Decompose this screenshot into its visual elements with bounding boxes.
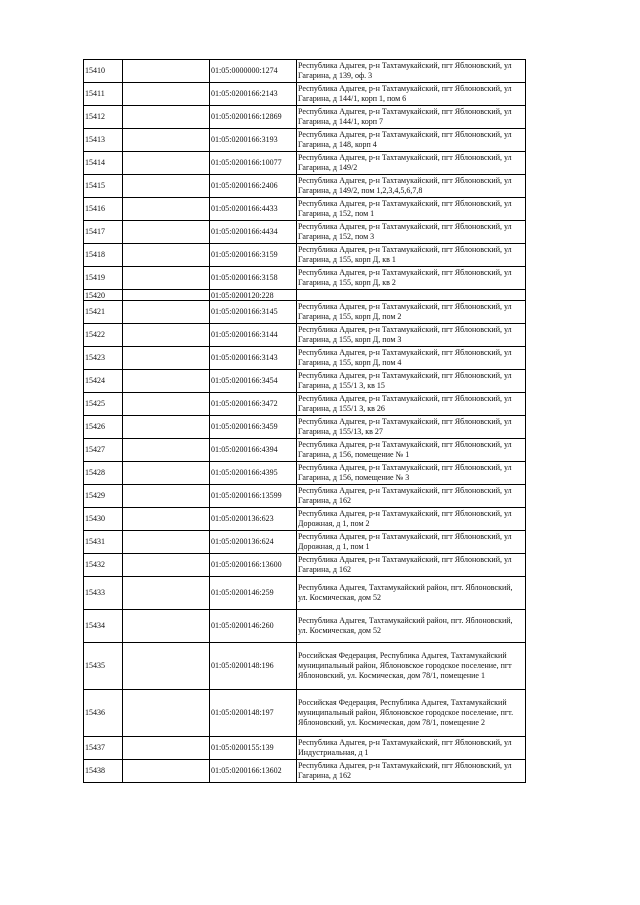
cadastral-number-cell: 01:05:0200148:197	[210, 690, 297, 737]
cadastral-number-cell: 01:05:0200166:3145	[210, 301, 297, 324]
row-number-cell: 15413	[84, 129, 123, 152]
blank-cell	[123, 129, 210, 152]
row-number-cell: 15420	[84, 290, 123, 301]
row-number-cell: 15414	[84, 152, 123, 175]
table-row	[84, 610, 526, 643]
row-number-cell: 15410	[84, 60, 123, 83]
table-row	[84, 83, 526, 106]
cadastral-number-cell: 01:05:0200166:3454	[210, 370, 297, 393]
blank-cell	[123, 301, 210, 324]
row-number-cell: 15425	[84, 393, 123, 416]
row-number-cell: 15422	[84, 324, 123, 347]
address-cell: Республика Адыгея, р-н Тахтамукайский, пгт Яблоновский, ул Гагарина, д 152, пом 1	[297, 198, 526, 221]
blank-cell	[123, 577, 210, 610]
address-cell: Республика Адыгея, р-н Тахтамукайский, пгт Яблоновский, ул Гагарина, д 155/13, кв 27	[297, 416, 526, 439]
blank-cell	[123, 439, 210, 462]
blank-cell	[123, 244, 210, 267]
cadastral-number-cell: 01:05:0200166:4395	[210, 462, 297, 485]
row-number-cell: 15434	[84, 610, 123, 643]
address-cell: Республика Адыгея, р-н Тахтамукайский, пгт Яблоновский, ул Гагарина, д 162	[297, 554, 526, 577]
cadastral-number-cell: 01:05:0200136:624	[210, 531, 297, 554]
table-row	[84, 106, 526, 129]
blank-cell	[123, 198, 210, 221]
blank-cell	[123, 267, 210, 290]
row-number-cell: 15428	[84, 462, 123, 485]
table-row	[84, 531, 526, 554]
blank-cell	[123, 290, 210, 301]
address-cell: Российская Федерация, Республика Адыгея, Тахтамукайский муниципальный район, Яблоновское городское поселение, пгт. Яблоновский, ул. Космическая, дом 78/1, помещение 2	[297, 690, 526, 737]
blank-cell	[123, 152, 210, 175]
address-cell: Республика Адыгея, р-н Тахтамукайский, пгт Яблоновский, ул Гагарина, д 155, корп Д, кв 2	[297, 267, 526, 290]
cadastral-number-cell: 01:05:0200166:3158	[210, 267, 297, 290]
blank-cell	[123, 347, 210, 370]
blank-cell	[123, 175, 210, 198]
address-cell: Республика Адыгея, р-н Тахтамукайский, пгт Яблоновский, ул Гагарина, д 149/2, пом 1,2,3,4,5,6,7,8	[297, 175, 526, 198]
address-cell: Республика Адыгея, р-н Тахтамукайский, пгт Яблоновский, ул Гагарина, д 155, корп Д, кв 1	[297, 244, 526, 267]
table-row	[84, 290, 526, 301]
cadastral-number-cell: 01:05:0200146:259	[210, 577, 297, 610]
cadastral-number-cell: 01:05:0200148:196	[210, 643, 297, 690]
address-cell: Республика Адыгея, р-н Тахтамукайский, пгт Яблоновский, ул Гагарина, д 162	[297, 485, 526, 508]
cadastral-number-cell: 01:05:0200166:3159	[210, 244, 297, 267]
address-cell: Республика Адыгея, р-н Тахтамукайский, пгт Яблоновский, ул Гагарина, д 152, пом 3	[297, 221, 526, 244]
table-row	[84, 221, 526, 244]
registry-table	[83, 59, 526, 783]
address-cell: Республика Адыгея, р-н Тахтамукайский, пгт Яблоновский, ул Гагарина, д 149/2	[297, 152, 526, 175]
blank-cell	[123, 508, 210, 531]
address-cell: Республика Адыгея, р-н Тахтамукайский, пгт Яблоновский, ул Гагарина, д 156, помещение № 3	[297, 462, 526, 485]
blank-cell	[123, 531, 210, 554]
address-cell: Республика Адыгея, р-н Тахтамукайский, пгт Яблоновский, ул Гагарина, д 155/1 З, кв 26	[297, 393, 526, 416]
table-row	[84, 737, 526, 760]
address-cell: Республика Адыгея, р-н Тахтамукайский, пгт Яблоновский, ул Гагарина, д 162	[297, 760, 526, 783]
address-cell: Республика Адыгея, р-н Тахтамукайский, пгт Яблоновский, ул Гагарина, д 155, корп Д, пом 4	[297, 347, 526, 370]
row-number-cell: 15411	[84, 83, 123, 106]
address-cell: Республика Адыгея, р-н Тахтамукайский, пгт Яблоновский, ул Гагарина, д 155, корп Д, пом 2	[297, 301, 526, 324]
blank-cell	[123, 416, 210, 439]
cadastral-number-cell: 01:05:0200166:13602	[210, 760, 297, 783]
table-row	[84, 393, 526, 416]
blank-cell	[123, 690, 210, 737]
table-row	[84, 198, 526, 221]
row-number-cell: 15430	[84, 508, 123, 531]
table-row	[84, 175, 526, 198]
table-row	[84, 485, 526, 508]
table-row	[84, 244, 526, 267]
cadastral-number-cell: 01:05:0200166:3144	[210, 324, 297, 347]
cadastral-number-cell: 01:05:0200166:13599	[210, 485, 297, 508]
row-number-cell: 15423	[84, 347, 123, 370]
row-number-cell: 15429	[84, 485, 123, 508]
row-number-cell: 15431	[84, 531, 123, 554]
blank-cell	[123, 462, 210, 485]
cadastral-number-cell: 01:05:0000000:1274	[210, 60, 297, 83]
blank-cell	[123, 106, 210, 129]
address-cell: Республика Адыгея, р-н Тахтамукайский, пгт Яблоновский, ул Индустриальная, д 1	[297, 737, 526, 760]
table-row	[84, 508, 526, 531]
table-row	[84, 643, 526, 690]
row-number-cell: 15436	[84, 690, 123, 737]
table-row	[84, 554, 526, 577]
blank-cell	[123, 83, 210, 106]
address-cell: Республика Адыгея, р-н Тахтамукайский, пгт Яблоновский, ул Гагарина, д 155/1 З, кв 15	[297, 370, 526, 393]
cadastral-number-cell: 01:05:0200166:2143	[210, 83, 297, 106]
table-row	[84, 370, 526, 393]
registry-table-body	[84, 60, 526, 783]
row-number-cell: 15419	[84, 267, 123, 290]
blank-cell	[123, 643, 210, 690]
blank-cell	[123, 760, 210, 783]
row-number-cell: 15438	[84, 760, 123, 783]
row-number-cell: 15421	[84, 301, 123, 324]
address-cell: Республика Адыгея, р-н Тахтамукайский, пгт Яблоновский, ул Дорожная, д 1, пом 1	[297, 531, 526, 554]
row-number-cell: 15418	[84, 244, 123, 267]
table-row	[84, 577, 526, 610]
table-row	[84, 60, 526, 83]
cadastral-number-cell: 01:05:0200166:4434	[210, 221, 297, 244]
address-cell: Республика Адыгея, р-н Тахтамукайский, пгт Яблоновский, ул Дорожная, д 1, пом 2	[297, 508, 526, 531]
cadastral-number-cell: 01:05:0200166:13600	[210, 554, 297, 577]
address-cell	[297, 290, 526, 301]
blank-cell	[123, 737, 210, 760]
row-number-cell: 15416	[84, 198, 123, 221]
blank-cell	[123, 60, 210, 83]
table-row	[84, 129, 526, 152]
cadastral-number-cell: 01:05:0200166:3459	[210, 416, 297, 439]
row-number-cell: 15415	[84, 175, 123, 198]
blank-cell	[123, 221, 210, 244]
cadastral-number-cell: 01:05:0200166:4433	[210, 198, 297, 221]
row-number-cell: 15435	[84, 643, 123, 690]
table-row	[84, 152, 526, 175]
row-number-cell: 15426	[84, 416, 123, 439]
row-number-cell: 15424	[84, 370, 123, 393]
cadastral-number-cell: 01:05:0200166:4394	[210, 439, 297, 462]
table-row	[84, 462, 526, 485]
row-number-cell: 15417	[84, 221, 123, 244]
table-row	[84, 416, 526, 439]
cadastral-number-cell: 01:05:0200166:10077	[210, 152, 297, 175]
row-number-cell: 15433	[84, 577, 123, 610]
row-number-cell: 15437	[84, 737, 123, 760]
cadastral-number-cell: 01:05:0200166:2406	[210, 175, 297, 198]
table-row	[84, 347, 526, 370]
row-number-cell: 15427	[84, 439, 123, 462]
blank-cell	[123, 485, 210, 508]
blank-cell	[123, 554, 210, 577]
cadastral-number-cell: 01:05:0200155:139	[210, 737, 297, 760]
blank-cell	[123, 610, 210, 643]
address-cell: Республика Адыгея, р-н Тахтамукайский, пгт Яблоновский, ул Гагарина, д 144/1, корп 7	[297, 106, 526, 129]
blank-cell	[123, 324, 210, 347]
cadastral-number-cell: 01:05:0200166:3143	[210, 347, 297, 370]
table-row	[84, 301, 526, 324]
cadastral-number-cell: 01:05:0200166:3472	[210, 393, 297, 416]
address-cell: Республика Адыгея, р-н Тахтамукайский, пгт Яблоновский, ул Гагарина, д 148, корп 4	[297, 129, 526, 152]
table-row	[84, 690, 526, 737]
cadastral-number-cell: 01:05:0200136:623	[210, 508, 297, 531]
address-cell: Российская Федерация, Республика Адыгея, Тахтамукайский муниципальный район, Яблоновское городское поселение, пгт Яблоновский, ул. Космическая, дом 78/1, помещение 1	[297, 643, 526, 690]
address-cell: Республика Адыгея, Тахтамукайский район, пгт. Яблоновский, ул. Космическая, дом 52	[297, 577, 526, 610]
address-cell: Республика Адыгея, р-н Тахтамукайский, пгт Яблоновский, ул Гагарина, д 144/1, корп 1, пом 6	[297, 83, 526, 106]
blank-cell	[123, 393, 210, 416]
cadastral-number-cell: 01:05:0200146:260	[210, 610, 297, 643]
cadastral-number-cell: 01:05:0200166:12869	[210, 106, 297, 129]
blank-cell	[123, 370, 210, 393]
address-cell: Республика Адыгея, р-н Тахтамукайский, пгт Яблоновский, ул Гагарина, д 155, корп Д, пом 3	[297, 324, 526, 347]
address-cell: Республика Адыгея, р-н Тахтамукайский, пгт Яблоновский, ул Гагарина, д 139, оф. 3	[297, 60, 526, 83]
table-row	[84, 324, 526, 347]
row-number-cell: 15412	[84, 106, 123, 129]
cadastral-number-cell: 01:05:0200120:228	[210, 290, 297, 301]
cadastral-number-cell: 01:05:0200166:3193	[210, 129, 297, 152]
table-row	[84, 439, 526, 462]
table-row	[84, 760, 526, 783]
address-cell: Республика Адыгея, Тахтамукайский район, пгт. Яблоновский, ул. Космическая, дом 52	[297, 610, 526, 643]
table-row	[84, 267, 526, 290]
address-cell: Республика Адыгея, р-н Тахтамукайский, пгт Яблоновский, ул Гагарина, д 156, помещение № 1	[297, 439, 526, 462]
row-number-cell: 15432	[84, 554, 123, 577]
